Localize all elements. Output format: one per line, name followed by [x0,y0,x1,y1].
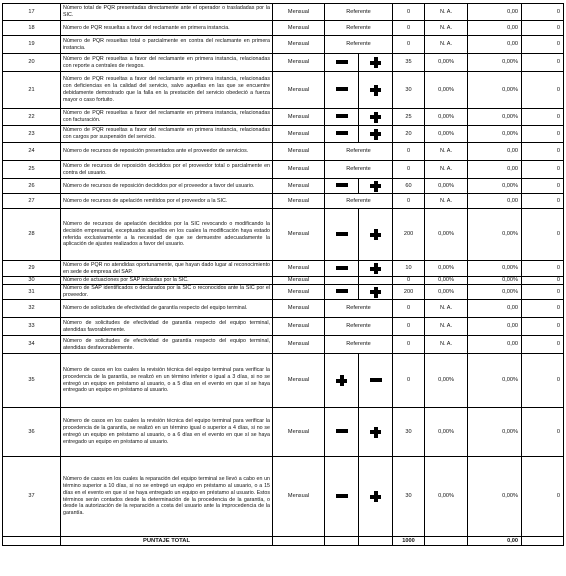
row-frequency: Mensual [273,318,325,336]
row-percent: N. A. [425,21,468,36]
row-result: 0 [522,209,564,261]
row-direction-b [359,277,393,285]
row-number: 24 [3,143,61,161]
row-result: 0 [522,54,564,72]
row-percent: N. A. [425,194,468,209]
plus-icon [370,263,381,274]
row-description: Número de solicitudes de efectividad de garantía respecto del equipo terminal. [61,300,273,318]
minus-icon [336,183,348,187]
minus-icon [370,378,382,382]
row-direction-b [359,209,393,261]
total-row [3,537,564,546]
row-result: 0 [522,72,564,109]
row-value: 0,00% [468,209,522,261]
row-description: Número de solicitudes de efectividad de garantía respecto del equipo terminal, atendidas favorablemente. [61,318,273,336]
row-points: 0 [393,21,425,36]
row-frequency: Mensual [273,300,325,318]
row-number: 34 [3,336,61,354]
row-value: 0,00 [468,143,522,161]
row-direction-b [359,354,393,408]
row-reference: Referente [325,4,393,21]
row-points: 10 [393,261,425,277]
table-row [3,277,564,285]
table-row [3,179,564,194]
row-percent: 0,00% [425,179,468,194]
row-direction-a [325,408,359,457]
minus-icon [336,87,348,91]
row-frequency: Mensual [273,54,325,72]
row-frequency: Mensual [273,285,325,300]
table-row [3,72,564,109]
row-frequency: Mensual [273,194,325,209]
row-direction-a [325,457,359,537]
row-description: Número de solicitudes de efectividad de garantía respecto del equipo terminal, atendidas desfavorablemente. [61,336,273,354]
row-value: 0,00% [468,457,522,537]
row-percent: 0,00% [425,261,468,277]
row-reference: Referente [325,143,393,161]
row-description: Número de PQR resueltas a favor del reclamante en primera instancia, relacionadas con deficiencias en la calidad del servicio, salvo aquellas en las que se encuentre debidamente demostrado que la falla en la prestación del servicio obedeció a fuerza mayor o caso fortuito. [61,72,273,109]
row-result: 0 [522,318,564,336]
row-frequency: Mensual [273,179,325,194]
row-result: 0 [522,126,564,143]
plus-icon [370,181,381,192]
table-row [3,408,564,457]
table-row [3,21,564,36]
row-description: Número de casos en los cuales la revisión técnica del equipo terminal para verificar la procedencia de la garantía, se realizó en un término igual o superior a 4 días, si no se entregó un equipo en préstamo al usuario, o a 6 días en el evento en que sí se haya entregado un equipo en préstamo al usuario. [61,408,273,457]
table-row [3,4,564,21]
row-points: 60 [393,179,425,194]
row-description: Número de recursos de apelación decididos por la SIC revocando o modificando la decisión empresarial, exceptuados aquellos en los cuales la modificación haya estado referida exclusivamente a la necesidad de que se demuestre adecuadamente la aplicación de ajustes realizados a favor del usuario. [61,209,273,261]
row-number: 22 [3,109,61,126]
plus-icon [370,427,381,438]
row-result: 0 [522,408,564,457]
row-number: 21 [3,72,61,109]
row-description: Número de actuaciones por SAP iniciadas por la SIC. [61,277,273,285]
row-frequency: Mensual [273,36,325,54]
table-row [3,285,564,300]
row-value: 0,00 [468,21,522,36]
table-row [3,161,564,179]
row-value: 0,00% [468,285,522,300]
row-description: Número de SAP identificados o declarados por la SIC o reconocidos ante la SIC por el proveedor. [61,285,273,300]
row-frequency: Mensual [273,109,325,126]
row-result: 0 [522,277,564,285]
row-frequency: Mensual [273,336,325,354]
row-result: 0 [522,4,564,21]
row-frequency: Mensual [273,72,325,109]
row-direction-b [359,72,393,109]
row-direction-b [359,261,393,277]
row-points: 200 [393,209,425,261]
row-number: 20 [3,54,61,72]
row-direction-a [325,72,359,109]
row-number: 18 [3,21,61,36]
row-result: 0 [522,143,564,161]
table-row [3,54,564,72]
row-number: 17 [3,4,61,21]
row-direction-b [359,179,393,194]
row-result: 0 [522,21,564,36]
row-direction-a [325,54,359,72]
row-points: 25 [393,109,425,126]
table-row [3,354,564,408]
row-number: 29 [3,261,61,277]
plus-icon [370,229,381,240]
row-result: 0 [522,36,564,54]
row-value: 0,00% [468,72,522,109]
row-result: 0 [522,109,564,126]
plus-icon [370,491,381,502]
minus-icon [336,494,348,498]
row-percent: 0,00% [425,109,468,126]
row-value: 0,00% [468,354,522,408]
row-value: 0,00% [468,109,522,126]
row-description: Número total de PQR presentadas directamente ante el operador o trasladadas por la SIC. [61,4,273,21]
row-direction-a [325,109,359,126]
row-number: 30 [3,277,61,285]
row-value: 0,00 [468,336,522,354]
table-row [3,126,564,143]
row-frequency: Mensual [273,126,325,143]
row-points: 0 [393,354,425,408]
row-direction-a [325,179,359,194]
row-reference: Referente [325,300,393,318]
row-direction-b [359,408,393,457]
row-direction-b [359,126,393,143]
minus-icon [336,131,348,135]
row-value: 0,00% [468,126,522,143]
table-row [3,457,564,537]
row-reference: Referente [325,318,393,336]
total-label: PUNTAJE TOTAL [61,537,273,546]
row-description: Número de PQR no atendidas oportunamente, que hayan dado lugar al reconocimiento en sede de empresa del SAP. [61,261,273,277]
plus-icon [336,375,347,386]
plus-icon [370,85,381,96]
row-result: 0 [522,354,564,408]
row-result: 0 [522,285,564,300]
minus-icon [336,429,348,433]
row-description: Número de recursos de apelación remitidos por el proveedor a la SIC. [61,194,273,209]
row-frequency: Mensual [273,277,325,285]
row-value: 0,00% [468,277,522,285]
row-percent: N. A. [425,318,468,336]
row-description: Número de PQR resueltas a favor del reclamante en primera instancia, relacionadas con reporte a centrales de riesgos. [61,54,273,72]
row-percent: 0,00% [425,126,468,143]
row-number: 25 [3,161,61,179]
row-description: Número de PQR resueltas a favor del reclamante en primera instancia. [61,21,273,36]
row-percent: 0,00% [425,209,468,261]
row-frequency: Mensual [273,261,325,277]
row-points: 35 [393,54,425,72]
row-description: Número de recursos de reposición decididos por el proveedor total o parcialmente en contra del usuario. [61,161,273,179]
table-row [3,194,564,209]
row-percent: N. A. [425,4,468,21]
plus-icon [370,57,381,68]
plus-icon [370,112,381,123]
plus-icon [370,287,381,298]
row-direction-b [359,285,393,300]
row-value: 0,00 [468,300,522,318]
row-number: 26 [3,179,61,194]
row-points: 0 [393,161,425,179]
row-points: 200 [393,285,425,300]
row-number: 23 [3,126,61,143]
row-description: Número de PQR resueltas a favor del reclamante en primera instancia, relacionadas con facturación. [61,109,273,126]
table-row [3,318,564,336]
row-percent: N. A. [425,143,468,161]
row-points: 0 [393,36,425,54]
table-row [3,143,564,161]
row-direction-a [325,126,359,143]
row-number: 19 [3,36,61,54]
row-direction-a [325,354,359,408]
row-percent: N. A. [425,161,468,179]
row-frequency: Mensual [273,209,325,261]
row-direction-a [325,261,359,277]
row-percent: 0,00% [425,277,468,285]
row-percent: 0,00% [425,54,468,72]
row-frequency: Mensual [273,408,325,457]
row-frequency: Mensual [273,354,325,408]
row-percent: N. A. [425,336,468,354]
row-description: Número de PQR resueltas a favor del reclamante en primera instancia, relacionadas con cargos por suspensión del servicio. [61,126,273,143]
table-body [3,4,564,537]
table-row [3,261,564,277]
row-points: 0 [393,194,425,209]
row-percent: N. A. [425,300,468,318]
row-direction-b [359,457,393,537]
row-number: 36 [3,408,61,457]
total-value: 0,00 [468,537,522,546]
row-result: 0 [522,261,564,277]
row-value: 0,00 [468,194,522,209]
row-result: 0 [522,336,564,354]
row-number: 32 [3,300,61,318]
row-points: 0 [393,143,425,161]
row-points: 20 [393,126,425,143]
row-direction-b [359,109,393,126]
row-result: 0 [522,457,564,537]
row-percent: N. A. [425,36,468,54]
row-number: 27 [3,194,61,209]
row-result: 0 [522,179,564,194]
row-reference: Referente [325,161,393,179]
row-description: Número de PQR resueltas total o parcialmente en contra del reclamante en primera instancia. [61,36,273,54]
row-description: Número de casos en los cuales la revisión técnica del equipo terminal para verificar la procedencia de la garantía, se realizó en un término inferior o igual a 3 días, si no se entregó un equipo en préstamo al usuario, o a 5 días en el evento en que sí se haya entregado un equipo en préstamo al usuario. [61,354,273,408]
minus-icon [336,266,348,270]
row-value: 0,00% [468,179,522,194]
table-row [3,209,564,261]
row-result: 0 [522,194,564,209]
indicators-table [2,3,564,546]
row-number: 31 [3,285,61,300]
row-percent: 0,00% [425,285,468,300]
row-value: 0,00 [468,4,522,21]
row-reference: Referente [325,194,393,209]
row-points: 30 [393,457,425,537]
row-percent: 0,00% [425,72,468,109]
row-points: 0 [393,318,425,336]
row-direction-a [325,209,359,261]
row-description: Número de recursos de reposición decididos por el proveedor a favor del usuario. [61,179,273,194]
row-direction-b [359,54,393,72]
row-reference: Referente [325,336,393,354]
row-number: 28 [3,209,61,261]
row-direction-a [325,277,359,285]
row-points: 30 [393,408,425,457]
row-percent: 0,00% [425,354,468,408]
row-value: 0,00 [468,161,522,179]
minus-icon [336,60,348,64]
table-row [3,336,564,354]
row-number: 37 [3,457,61,537]
row-result: 0 [522,161,564,179]
row-points: 0 [393,300,425,318]
row-result: 0 [522,300,564,318]
row-number: 35 [3,354,61,408]
row-points: 30 [393,72,425,109]
row-percent: 0,00% [425,457,468,537]
row-percent: 0,00% [425,408,468,457]
row-number: 33 [3,318,61,336]
plus-icon [370,129,381,140]
row-description: Número de casos en los cuales la reparación del equipo terminal se llevó a cabo en un término superior a 10 días, si no se entregó un equipo en préstamo al usuario, o a 15 días en el evento en que sí se haya entregado un equipo en préstamo al usuario. Estos términos serán contados desde la determinación de la procedencia de la garantía, o desde la autorización de la reparación a costa del usuario ante la improcedencia de la garantía. [61,457,273,537]
row-points: 0 [393,4,425,21]
row-value: 0,00% [468,54,522,72]
row-reference: Referente [325,21,393,36]
row-value: 0,00 [468,36,522,54]
row-frequency: Mensual [273,457,325,537]
row-reference: Referente [325,36,393,54]
row-frequency: Mensual [273,161,325,179]
row-frequency: Mensual [273,4,325,21]
minus-icon [336,114,348,118]
row-direction-a [325,285,359,300]
table-row [3,300,564,318]
table-row [3,36,564,54]
row-value: 0,00 [468,318,522,336]
row-value: 0,00% [468,408,522,457]
row-frequency: Mensual [273,21,325,36]
total-points: 1000 [393,537,425,546]
row-points: 0 [393,336,425,354]
minus-icon [336,289,348,293]
row-description: Número de recursos de reposición presentados ante el proveedor de servicios. [61,143,273,161]
row-value: 0,00% [468,261,522,277]
minus-icon [336,232,348,236]
row-frequency: Mensual [273,143,325,161]
table-row [3,109,564,126]
row-points: 0 [393,277,425,285]
